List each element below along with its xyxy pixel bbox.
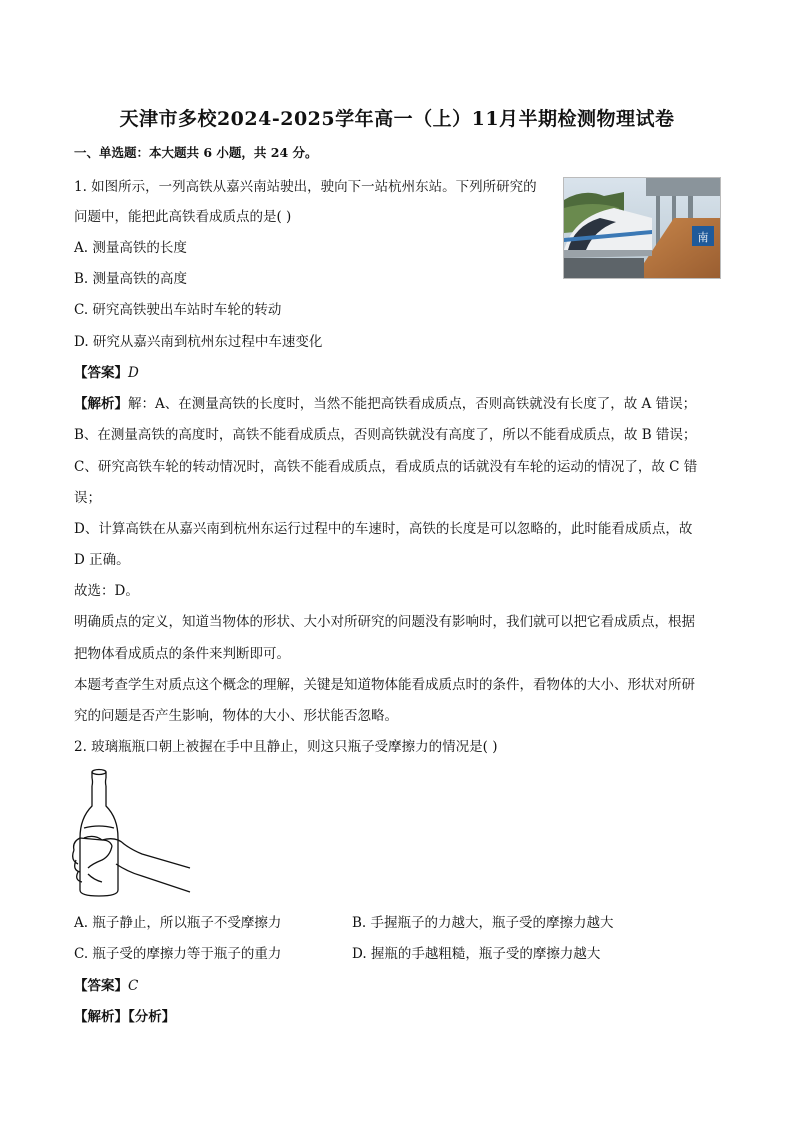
q2-analysis-label: 【解析】【分析】 bbox=[74, 1009, 176, 1025]
q1-option-b: B. 测量高铁的高度 bbox=[74, 271, 188, 287]
answer-label: 【答案】 bbox=[74, 978, 128, 994]
bottle-hand-figure bbox=[72, 768, 194, 900]
q1-analysis-line2: B、在测量高铁的高度时，高铁不能看成质点，否则高铁就没有高度了，所以不能看成质点，故 B 错误； bbox=[74, 427, 697, 443]
q2-answer bbox=[74, 977, 138, 995]
train-image bbox=[564, 178, 720, 278]
q1-option-d: D. 研究从嘉兴南到杭州东过程中车速变化 bbox=[74, 334, 323, 350]
analysis-label: 【解析】 bbox=[74, 396, 128, 412]
q1-analysis-line8: 明确质点的定义，知道当物体的形状、大小对所研究的问题没有影响时，我们就可以把它看成质点，根据 bbox=[74, 614, 695, 630]
q1-analysis-line7: 故选：D。 bbox=[74, 583, 139, 599]
q1-analysis-line4: 误； bbox=[74, 490, 101, 506]
bottle-hand-drawing bbox=[72, 768, 194, 900]
q1-answer bbox=[74, 364, 139, 382]
q1-option-c: C. 研究高铁驶出车站时车轮的转动 bbox=[74, 302, 282, 318]
answer-value: D bbox=[128, 365, 139, 381]
q2-option-a: A. 瓶子静止，所以瓶子不受摩擦力 bbox=[74, 915, 282, 931]
station-sign-text: 南 bbox=[697, 231, 709, 244]
section-heading: 一、单选题：本大题共 6 小题，共 24 分。 bbox=[74, 145, 318, 160]
q1-analysis-line3: C、研究高铁车轮的转动情况时，高铁不能看成质点，看成质点的话就没有车轮的运动的情况了，故 C 错 bbox=[74, 459, 698, 475]
q1-analysis-line11: 究的问题是否产生影响，物体的大小、形状能否忽略。 bbox=[74, 708, 398, 724]
q2-option-d: D. 握瓶的手越粗糙，瓶子受的摩擦力越大 bbox=[352, 946, 601, 962]
q1-analysis-line9: 把物体看成质点的条件来判断即可。 bbox=[74, 646, 290, 662]
q1-analysis-line1 bbox=[74, 395, 696, 413]
q2-stem: 2. 玻璃瓶瓶口朝上被握在手中且静止，则这只瓶子受摩擦力的情况是( ) bbox=[74, 739, 498, 755]
q2-option-b: B. 手握瓶子的力越大，瓶子受的摩擦力越大 bbox=[352, 915, 614, 931]
train-photo bbox=[563, 177, 721, 279]
q2-option-c: C. 瓶子受的摩擦力等于瓶子的重力 bbox=[74, 946, 282, 962]
q1-option-a: A. 测量高铁的长度 bbox=[74, 240, 187, 256]
analysis-text: 解：A、在测量高铁的长度时，当然不能把高铁看成质点，否则高铁就没有长度了，故 A 错误； bbox=[128, 396, 697, 412]
q1-stem-line2: 问题中，能把此高铁看成质点的是( ) bbox=[74, 209, 292, 225]
q1-stem-line1: 1. 如图所示，一列高铁从嘉兴南站驶出，驶向下一站杭州东站。下列所研究的 bbox=[74, 179, 537, 195]
q1-analysis-line10: 本题考查学生对质点这个概念的理解，关键是知道物体能看成质点时的条件，看物体的大小、形状对所研 bbox=[74, 677, 695, 693]
answer-value: C bbox=[128, 978, 139, 994]
q1-analysis-line5: D、计算高铁在从嘉兴南到杭州东运行过程中的车速时，高铁的长度是可以忽略的，此时能看成质点，故 bbox=[74, 521, 693, 537]
answer-label: 【答案】 bbox=[74, 365, 128, 381]
q1-analysis-line6: D 正确。 bbox=[74, 552, 130, 568]
page-title: 天津市多校2024-2025学年高一（上）11月半期检测物理试卷 bbox=[119, 108, 675, 130]
